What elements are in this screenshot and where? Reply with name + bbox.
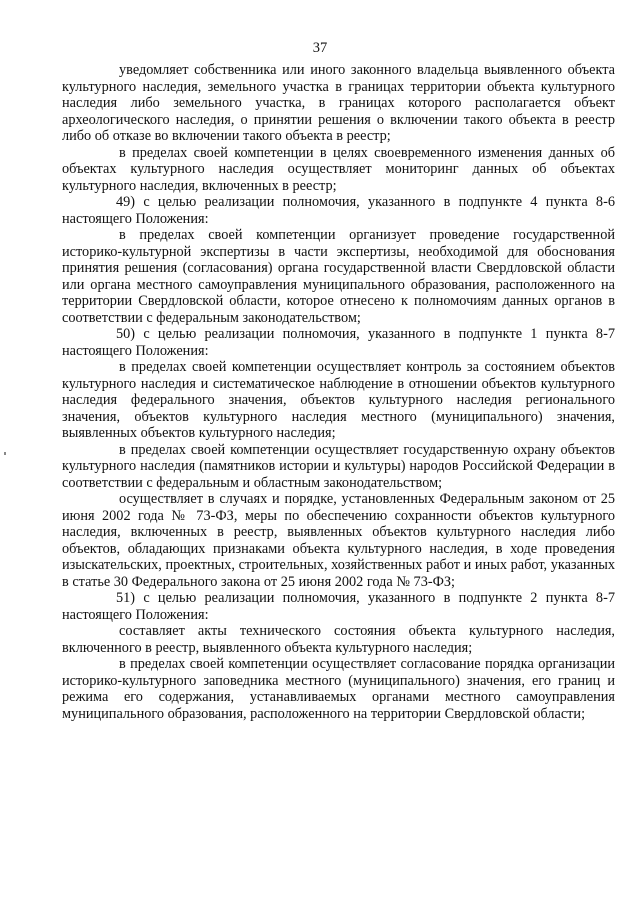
paragraph-monitoring: в пределах своей компетенции в целях своевременного изменения данных об объектах культурного наследия осуществляет мониторинг данных об объектах культурного наследия, включенных в реестр;: [62, 144, 615, 194]
paragraph-state-protection: в пределах своей компетенции осуществляет государственную охрану объектов культурного наследия (памятников истории и культуры) народов Российской Федерации в соответствии с федеральным и областным законодательством;: [62, 441, 615, 491]
paragraph-reserve-approval: в пределах своей компетенции осуществляет согласование порядка организации историко-культурного заповедника местного (муниципального) значения, его границ и режима его содержания, устанавливаемых органами местного самоуправления муниципального образования, расположенного на территории Свердловской области;: [62, 656, 615, 722]
paragraph-item-51: 51) с целью реализации полномочия, указанного в подпункте 2 пункта 8-7 настоящего Положения:: [62, 590, 615, 623]
paragraph-item-50: 50) с целью реализации полномочия, указанного в подпункте 1 пункта 8-7 настоящего Положения:: [62, 326, 615, 359]
paragraph-preservation-measures: осуществляет в случаях и порядке, установленных Федеральным законом от 25 июня 2002 года № 73-ФЗ, меры по обеспечению сохранности объектов культурного наследия, включенных в реестр, выявленных объектов культурного наследия либо объектов, обладающих признаками объекта культурного наследия, в ходе проведения изыскательских, проектных, строительных, хозяйственных работ и иных работ, указанных в статье 30 Федерального закона от 25 июня 2002 года № 73-ФЗ;: [62, 491, 615, 590]
paragraph-technical-acts: составляет акты технического состояния объекта культурного наследия, включенного в реестр, выявленного объекта культурного наследия;: [62, 623, 615, 656]
paragraph-expertise: в пределах своей компетенции организует проведение государственной историко-культурной экспертизы в части экспертизы, необходимой для обоснования принятия решения (согласования) органа государственной власти Свердловской области или органа местного самоуправления муниципального образования, расположенного на территории Свердловской области, которое отнесено к полномочиям данных органов в соответствии с федеральным законодательством;: [62, 227, 615, 326]
paragraph-notify-owner: уведомляет собственника или иного законного владельца выявленного объекта культурного наследия, земельного участка в границах территории объекта культурного наследия либо земельного участка, в границах которого располагается объект археологического наследия, о принятии решения о включении такого объекта в реестр либо об отказе во включении такого объекта в реестр;: [62, 62, 615, 144]
paragraph-control: в пределах своей компетенции осуществляет контроль за состоянием объектов культурного наследия и систематическое наблюдение в отношении объектов культурного наследия федерального значения, объектов культурного наследия регионального значения, объектов культурного наследия местного (муниципального) значения, выявленных объектов культурного наследия;: [62, 359, 615, 441]
scan-artifact-mark: [4, 452, 6, 455]
page-body: [62, 62, 615, 722]
paragraph-item-49: 49) с целью реализации полномочия, указанного в подпункте 4 пункта 8-6 настоящего Положения:: [62, 194, 615, 227]
page-number: 37: [312, 40, 328, 56]
